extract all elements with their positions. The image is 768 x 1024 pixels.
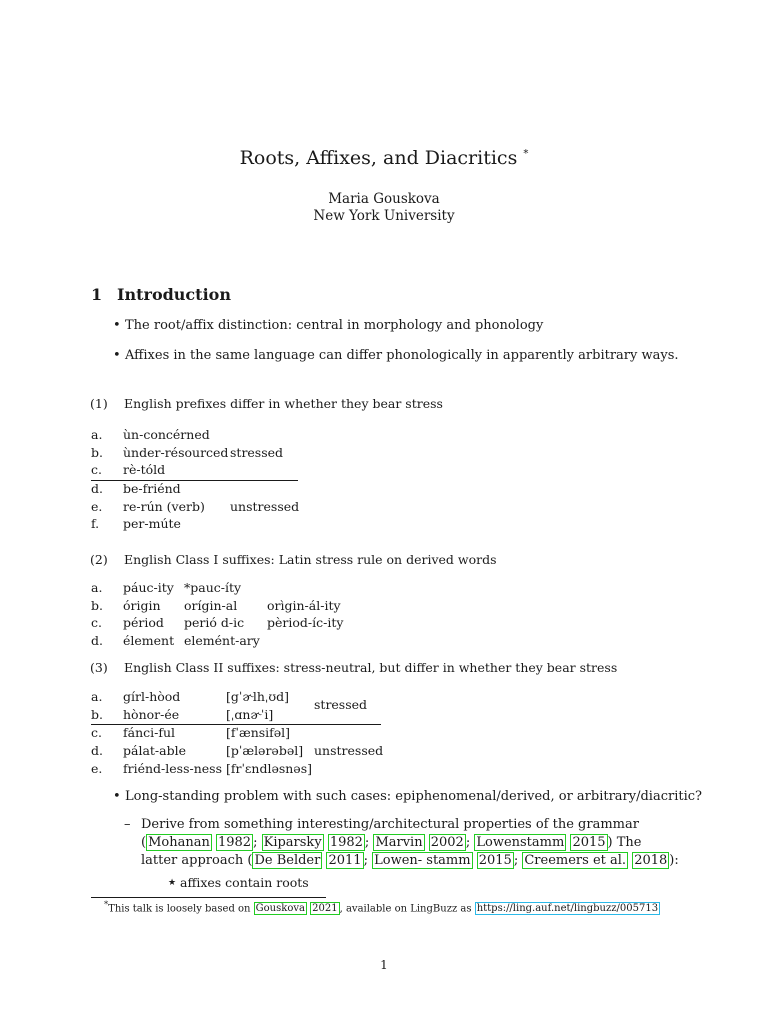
page-number: 1 (380, 958, 388, 972)
footnote-text: , available on LingBuzz as (339, 903, 475, 915)
dash-item: – Derive from something interesting/architectural properties of the grammar ( Mohanan 1982 ; Kiparsky 1982 ; Marvin 2002 ; Lowenstamm 2015 ) The latter approach ( De Belder 2011 ; Lowen- stamm 2015 ; Creemers et al. 2018 ): (124, 817, 679, 868)
footnote (104, 899, 660, 916)
section-title: Introduction (117, 285, 231, 304)
example-row (91, 499, 301, 517)
row-form: ùn-concérned (123, 427, 210, 442)
citation-year-link[interactable]: 1982 (329, 835, 363, 850)
example-3-table (91, 689, 391, 778)
example-heading: English prefixes differ in whether they bear stress (124, 396, 443, 411)
footnote-rule (91, 897, 326, 898)
row-label: b. (91, 597, 103, 613)
citation-link[interactable]: Gouskova (255, 903, 305, 915)
row-form: périod (123, 615, 164, 631)
row-derived: *pauc-íty (184, 580, 242, 595)
row-ipa: [fˈænsifəl] (226, 725, 291, 741)
example-heading: English Class I suffixes: Latin stress rule on derived words (124, 552, 497, 567)
row-label: c. (91, 725, 102, 741)
row-label: b. (91, 444, 103, 460)
row-label: a. (91, 580, 103, 595)
citation-year-link[interactable]: 2011 (328, 853, 362, 868)
example-row (91, 761, 391, 779)
example-row (91, 743, 391, 761)
group-label-unstressed: unstressed (314, 743, 384, 759)
paper-title (0, 146, 768, 172)
row-form: fánci-ful (123, 725, 176, 741)
citation-year-link[interactable]: 2018 (634, 853, 668, 868)
row-label: b. (91, 706, 103, 722)
row-form: gírl-hòod (123, 689, 181, 704)
example-row (91, 427, 301, 445)
row-derived-2: orìgin-ál-ity (267, 597, 341, 613)
example-number: (2) (90, 552, 108, 567)
row-form: órigin (123, 597, 161, 613)
intro-bullet (113, 317, 544, 335)
citation-year-link[interactable]: 2015 (572, 835, 606, 850)
row-form: re-rún (verb) (123, 498, 205, 514)
example-row (91, 725, 391, 743)
bullet-text: Long-standing problem with such cases: epiphenomenal/derived, or arbitrary/diacritic? (125, 789, 703, 804)
intro-bullet (113, 347, 679, 365)
example-row (91, 598, 391, 616)
row-ipa: [pˈælərəbəl] (226, 743, 304, 759)
row-form: pálat-able (123, 743, 187, 759)
citation-link[interactable]: Mohanan (148, 835, 210, 850)
bullet-icon: • (113, 348, 121, 363)
example-row (91, 689, 391, 712)
citation-year-link[interactable]: 1982 (217, 835, 252, 850)
row-derived: perió d-ic (184, 615, 245, 631)
citation-year-link[interactable]: 2021 (312, 903, 338, 915)
row-label: d. (91, 633, 103, 649)
row-label: e. (91, 498, 103, 514)
dash-text: Derive from something interesting/architectural properties of the grammar ( (141, 817, 639, 850)
lingbuzz-url-link[interactable]: https://ling.auf.net/lingbuzz/005713 (476, 903, 659, 915)
citation-link[interactable]: Lowenstamm (476, 835, 565, 850)
example-2-table (91, 580, 391, 651)
example-row (91, 633, 391, 651)
row-form: be-friénd (123, 481, 181, 497)
bullet-icon: • (113, 318, 121, 333)
group-label-stressed: stressed (314, 697, 368, 712)
footnote-mark: * (104, 899, 109, 909)
row-label: f. (91, 516, 100, 532)
row-form: ùnder-résourced (123, 444, 229, 460)
row-derived: elemént-ary (184, 633, 260, 649)
row-label: e. (91, 760, 103, 776)
row-form: hònor-ée (123, 706, 180, 722)
row-form: páuc-ity (123, 580, 174, 595)
row-form: élement (123, 633, 175, 649)
example-row (91, 707, 391, 725)
problem-bullet (113, 788, 703, 806)
example-row (91, 481, 301, 499)
sub-bullet (168, 875, 309, 892)
row-ipa: [ˌɑnɚˈi] (226, 706, 274, 722)
title-footnote-mark[interactable]: * (523, 148, 529, 160)
example-number: (3) (90, 660, 108, 675)
citation-link[interactable]: Lowen- stamm (374, 853, 471, 868)
row-label: d. (91, 743, 103, 759)
example-number: (1) (90, 396, 108, 411)
author-affiliation: New York University (313, 208, 455, 224)
example-heading: English Class II suffixes: stress-neutral, but differ in whether they bear stress (124, 660, 618, 675)
example-row (91, 462, 301, 480)
row-label: c. (91, 615, 102, 631)
citation-link[interactable]: Kiparsky (263, 835, 322, 850)
bullet-text: Affixes in the same language can differ phonologically in apparently arbitrary ways. (125, 348, 679, 363)
row-label: a. (91, 427, 103, 442)
footnote-text: This talk is loosely based on (108, 903, 254, 915)
citation-link[interactable]: De Belder (254, 853, 321, 868)
dash-marker: – (124, 817, 131, 832)
example-row (91, 445, 301, 463)
title-text: Roots, Affixes, and Diacritics (239, 147, 518, 169)
citation-year-link[interactable]: 2015 (478, 853, 512, 868)
sub-bullet-text: affixes contain roots (180, 875, 309, 890)
citation-year-link[interactable]: 2002 (430, 835, 464, 850)
star-bullet-icon: ★ (168, 878, 177, 888)
row-derived: orígin-al (184, 597, 238, 613)
bullet-icon: • (113, 789, 121, 804)
example-row (91, 580, 391, 598)
section-number: 1 (91, 285, 103, 304)
section-heading (91, 284, 231, 306)
example-row (91, 516, 301, 534)
citation-link[interactable]: Marvin (375, 835, 423, 850)
author-name: Maria Gouskova (328, 191, 440, 207)
citation-link[interactable]: Creemers et al. (524, 853, 627, 868)
row-form: rè-tóld (123, 462, 166, 478)
example-1-table (91, 427, 301, 534)
bullet-text: The root/affix distinction: central in morphology and phonology (125, 318, 544, 333)
row-ipa: [gˈɚlhˌʊd] (226, 689, 289, 704)
example-row (91, 615, 391, 633)
row-derived-2: pèriod-íc-ity (267, 615, 344, 631)
group-label-stressed: stressed (230, 444, 284, 460)
row-form: friénd-less-ness (123, 760, 222, 776)
row-label: a. (91, 689, 103, 704)
row-label: c. (91, 462, 102, 478)
row-form: per-múte (123, 516, 181, 532)
row-ipa: [frˈɛndləsnəs] (226, 760, 312, 776)
row-label: d. (91, 481, 103, 497)
group-label-unstressed: unstressed (230, 498, 300, 514)
